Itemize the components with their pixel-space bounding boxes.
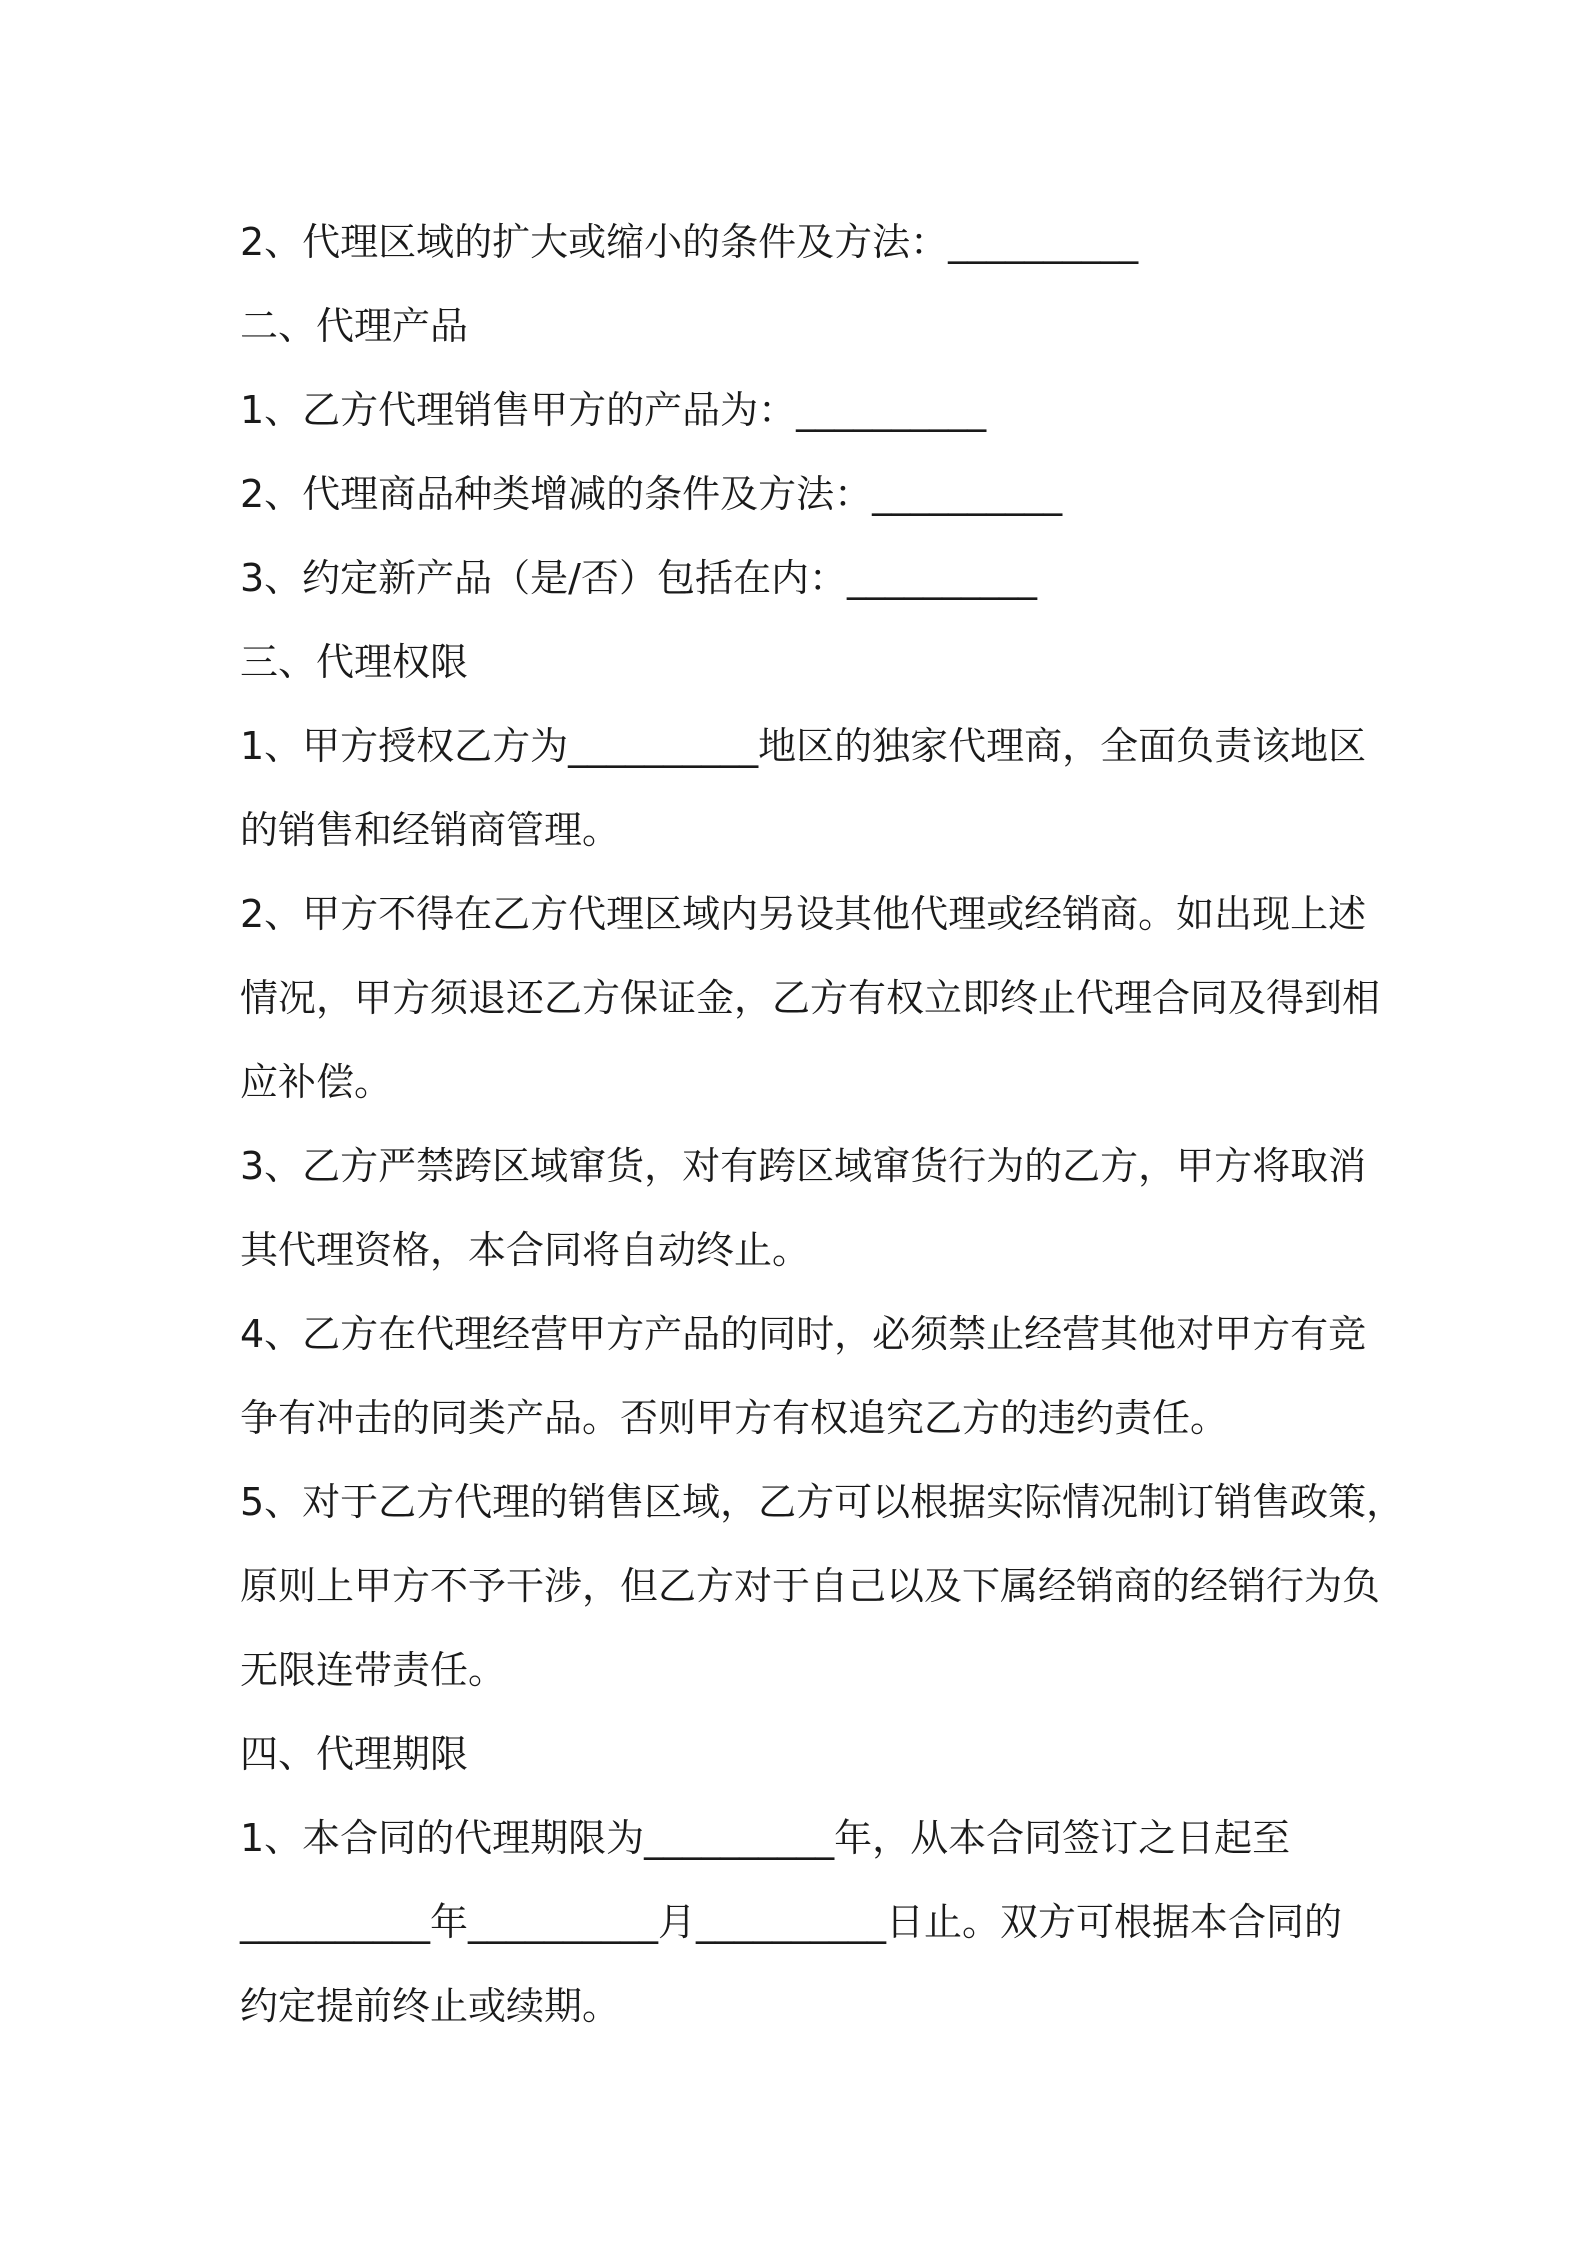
text-line: 2、代理区域的扩大或缩小的条件及方法：__________ [240,220,1139,264]
text-line: 的销售和经销商管理。 [240,808,621,852]
text-line: 2、甲方不得在乙方代理区域内另设其他代理或经销商。如出现上述 [240,892,1367,936]
text-line: 争有冲击的同类产品。否则甲方有权追究乙方的违约责任。 [240,1396,1229,1440]
text-line: 1、乙方代理销售甲方的产品为：__________ [240,388,987,432]
text-line: 应补偿。 [240,1060,393,1104]
text-line: 原则上甲方不予干涉，但乙方对于自己以及下属经销商的经销行为负 [240,1564,1381,1608]
section-heading: 四、代理期限 [240,1732,469,1776]
text-line: 情况，甲方须退还乙方保证金，乙方有权立即终止代理合同及得到相 [240,976,1381,1020]
section-heading: 三、代理权限 [240,640,469,684]
text-line: 3、约定新产品（是/否）包括在内：__________ [240,556,1037,600]
text-line: 1、甲方授权乙方为__________地区的独家代理商，全面负责该地区 [240,724,1367,768]
text-line: 3、乙方严禁跨区域窜货，对有跨区域窜货行为的乙方，甲方将取消 [240,1144,1367,1188]
contract-text [240,200,1405,2048]
text-line: 2、代理商品种类增减的条件及方法：__________ [240,472,1063,516]
text-line: 其代理资格，本合同将自动终止。 [240,1228,811,1272]
text-line: 无限连带责任。 [240,1648,507,1692]
section-heading: 二、代理产品 [240,304,469,348]
text-line: 5、对于乙方代理的销售区域，乙方可以根据实际情况制订销售政策， [240,1480,1405,1524]
text-line: 4、乙方在代理经营甲方产品的同时，必须禁止经营其他对甲方有竞 [240,1312,1367,1356]
text-line: 1、本合同的代理期限为__________年，从本合同签订之日起至 [240,1816,1291,1860]
text-line: __________年__________月__________日止。双方可根据本合同的 [240,1900,1343,1944]
text-line: 约定提前终止或续期。 [240,1984,621,2028]
